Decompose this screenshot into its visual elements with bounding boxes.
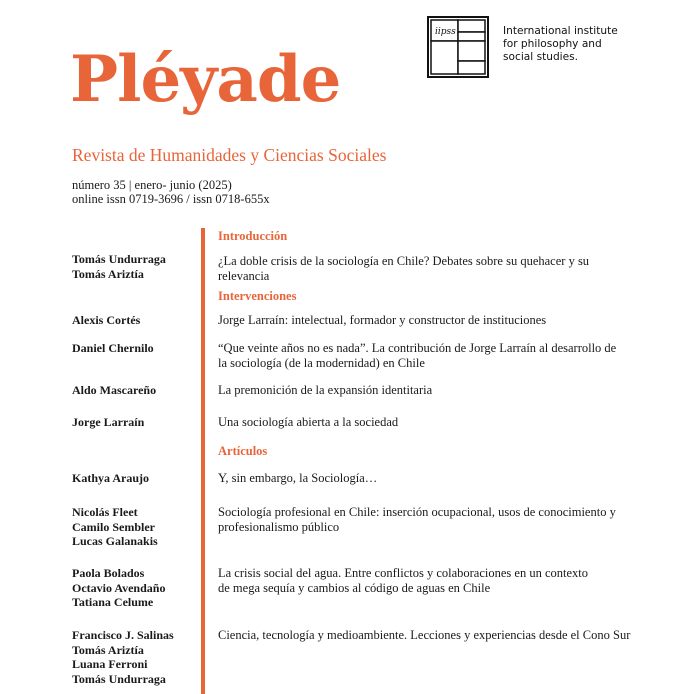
author: Jorge Larraín bbox=[72, 415, 145, 429]
journal-title: Pléyade bbox=[70, 42, 341, 117]
entry-title: La crisis social del agua. Entre conflictos y colaboraciones en un contexto de mega sequía y cambios al código de aguas en Chile bbox=[218, 566, 589, 595]
author: Tomás Ariztía bbox=[72, 642, 144, 657]
entry-authors bbox=[72, 415, 144, 430]
entry-authors bbox=[72, 383, 156, 398]
entry-authors bbox=[72, 252, 166, 281]
accent-divider bbox=[201, 228, 205, 694]
issn-line: online issn 0719-3696 / issn 0718-655x bbox=[72, 192, 270, 206]
author: Kathya Araujo bbox=[72, 471, 150, 485]
section-heading-introduccion: Introducción bbox=[218, 229, 288, 243]
author: Alexis Cortés bbox=[72, 313, 141, 327]
entry-title: ¿La doble crisis de la sociología en Chile? Debates sobre su quehacer y su relevancia bbox=[218, 254, 590, 283]
author: Tomás Undurraga bbox=[72, 252, 166, 266]
issue-line: número 35 | enero- junio (2025) bbox=[72, 178, 232, 192]
author: Lucas Galanakis bbox=[72, 534, 158, 548]
entry-title: Sociología profesional en Chile: inserción ocupacional, usos de conocimiento y profesionalismo público bbox=[218, 505, 616, 534]
author: Tomás Ariztía bbox=[72, 266, 144, 281]
author: Daniel Chernilo bbox=[72, 341, 154, 355]
author: Luana Ferroni bbox=[72, 657, 148, 671]
entry-authors bbox=[72, 313, 140, 328]
section-heading-intervenciones: Intervenciones bbox=[218, 289, 297, 303]
entry-title: “Que veinte años no es nada”. La contribución de Jorge Larraín al desarrollo de la sociología (de la modernidad) en Chile bbox=[218, 341, 617, 370]
entry-title: Y, sin embargo, la Sociología… bbox=[218, 471, 378, 485]
journal-subtitle: Revista de Humanidades y Ciencias Sociales bbox=[72, 145, 387, 165]
author: Aldo Mascareño bbox=[72, 383, 157, 397]
entry-title: Jorge Larraín: intelectual, formador y constructor de instituciones bbox=[218, 313, 547, 327]
author: Nicolás Fleet bbox=[72, 505, 138, 519]
entry-authors bbox=[72, 341, 154, 356]
entry-authors bbox=[72, 505, 158, 549]
iipss-logo-icon bbox=[427, 16, 489, 78]
entry-authors bbox=[72, 566, 165, 610]
logo-abbr: iipss bbox=[435, 27, 456, 37]
entry-title: La premonición de la expansión identitaria bbox=[218, 383, 433, 397]
entry-title: Ciencia, tecnología y medioambiente. Lecciones y experiencias desde el Cono Sur bbox=[218, 628, 631, 642]
logo-line: International institute bbox=[503, 25, 618, 37]
author: Francisco J. Salinas bbox=[72, 628, 174, 642]
author: Octavio Avendaño bbox=[72, 580, 166, 595]
logo-line: for philosophy and bbox=[503, 38, 602, 50]
entry-authors bbox=[72, 628, 174, 686]
entry-title: Una sociología abierta a la sociedad bbox=[218, 415, 399, 429]
author: Tomás Undurraga bbox=[72, 671, 166, 686]
logo-caption bbox=[503, 25, 618, 64]
issue-info bbox=[72, 178, 270, 206]
author: Paola Bolados bbox=[72, 566, 145, 580]
author: Camilo Sembler bbox=[72, 519, 155, 534]
section-heading-articulos: Artículos bbox=[218, 444, 268, 458]
entry-authors bbox=[72, 471, 149, 486]
logo-line: social studies. bbox=[503, 51, 579, 63]
author: Tatiana Celume bbox=[72, 595, 154, 609]
